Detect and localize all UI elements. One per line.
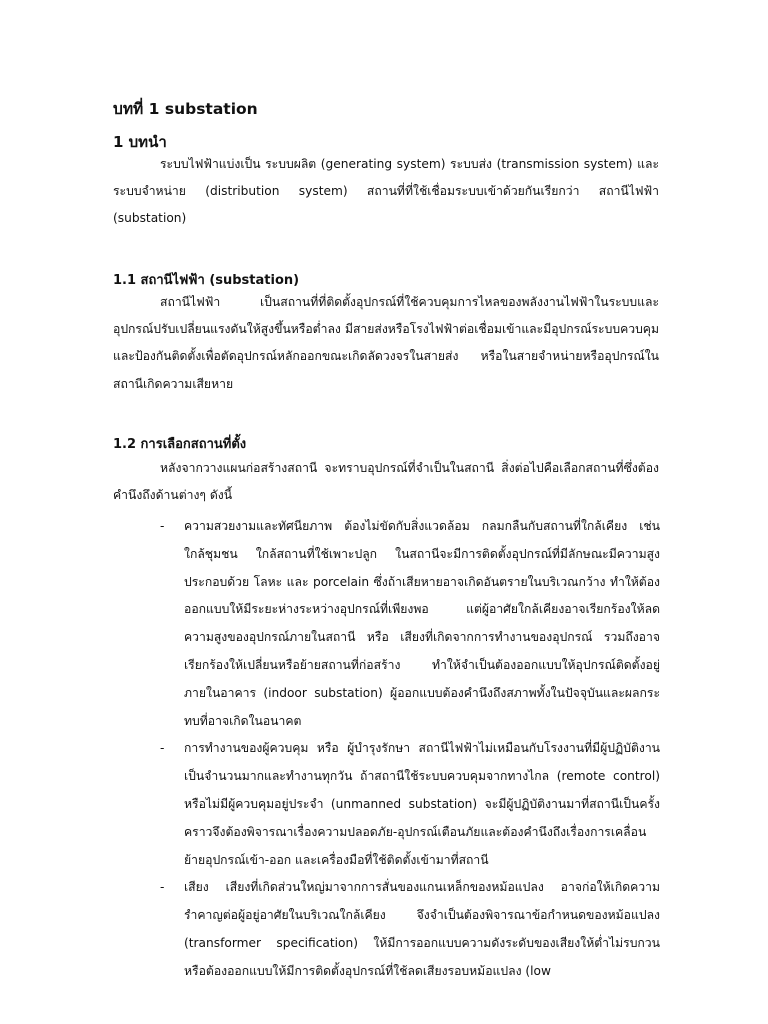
list-item-text: เสียง เสียงที่เกิดส่วนใหญ่มาจากการสั่นของแกนเหล็กของหม้อแปลง อาจก่อให้เกิดความรำคาญต่อผู้อยู่อาศัยในบริเวณใกล้เคียง จึงจำเป็นต้องพิจารณาข้อกำหนดของหม้อแปลง (transformer specification) ให้มีการออกแบบความดังระดับของเสียงให้ต่ำไม่รบกวน หรือต้องออกแบบให้มีการติดตั้งอุปกรณ์ที่ใช้ลดเสียงรอบหม้อแปลง (low xyxy=(184,880,660,978)
intro-paragraph: ระบบไฟฟ้าแบ่งเป็น ระบบผลิต (generating system) ระบบส่ง (transmission system) และ ระบบจำหน่าย (distribution system) สถานที่ที่ใช้เชื่อมระบบเข้าด้วยกันเรียกว่า สถานีไฟฟ้า (substation) xyxy=(113,157,659,226)
bullet-dash: - xyxy=(160,880,165,895)
substation-paragraph: สถานีไฟฟ้า เป็นสถานที่ที่ติดตั้งอุปกรณ์ที่ใช้ควบคุมการไหลของพลังงานไฟฟ้าในระบบและอุปกรณ์ปรับเปลี่ยนแรงดันให้สูงขึ้นหรือต่ำลง มีสายส่งหรือโรงไฟฟ้าต่อเชื่อมเข้าและมีอุปกรณ์ระบบควบคุมและป้องกันติดตั้งเพื่อตัดอุปกรณ์หลักออกขณะเกิดลัดวงจรในสายส่ง หรือในสายจำหน่ายหรืออุปกรณ์ในสถานีเกิดความเสียหาย xyxy=(113,295,659,391)
list-item xyxy=(160,735,660,874)
site-selection-paragraph: หลังจากวางแผนก่อสร้างสถานี จะทราบอุปกรณ์ที่จำเป็นในสถานี สิ่งต่อไปคือเลือกสถานที่ซึ่งต้องคำนึงถึงด้านต่างๆ ดังนี้ xyxy=(113,461,659,503)
list-item-text: การทำงานของผู้ควบคุม หรือ ผู้บำรุงรักษา สถานีไฟฟ้าไม่เหมือนกับโรงงานที่มีผู้ปฏิบัติงานเป็นจำนวนมากและทำงานทุกวัน ถ้าสถานีใช้ระบบควบคุมจากทางไกล (remote control) หรือไม่มีผู้ควบคุมอยู่ประจำ (unmanned substation) จะมีผู้ปฏิบัติงานมาที่สถานีเป็นครั้งคราวจึงต้องพิจารณาเรื่องความปลอดภัย-อุปกรณ์เตือนภัยและต้องคำนึงถึงเรื่องการเคลื่อนย้ายอุปกรณ์เข้า-ออก และเครื่องมือที่ใช้ติดตั้งเข้ามาที่สถานี xyxy=(184,741,660,867)
list-item xyxy=(160,513,660,735)
site-criteria-list xyxy=(160,513,660,986)
list-item-text: ความสวยงามและทัศนียภาพ ต้องไม่ขัดกับสิ่งแวดล้อม กลมกลืนกับสถานที่ใกล้เคียง เช่น ใกล้ชุมชน ใกล้สถานที่ใช้เพาะปลูก ในสถานีจะมีการติดตั้งอุปกรณ์ที่มีลักษณะมีความสูง ประกอบด้วย โลหะ และ porcelain ซึ่งถ้าเสียหายอาจเกิดอันตรายในบริเวณกว้าง ทำให้ต้องออกแบบให้มีระยะห่างระหว่างอุปกรณ์ที่เพียงพอ แต่ผู้อาศัยใกล้เคียงอาจเรียกร้องให้ลด ความสูงของอุปกรณ์ภายในสถานี หรือ เสียงที่เกิดจากการทำงานของอุปกรณ์ รวมถึงอาจเรียกร้องให้เปลี่ยนหรือย้ายสถานที่ก่อสร้าง ทำให้จำเป็นต้องออกแบบให้อุปกรณ์ติดตั้งอยู่ภายในอาคาร (indoor substation) ผู้ออกแบบต้องคำนึงถึงสภาพทั้งในปัจจุบันและผลกระทบที่อาจเกิดในอนาคต xyxy=(184,519,660,728)
bullet-dash: - xyxy=(160,741,165,756)
subsection-title-substation: 1.1 สถานีไฟฟ้า (substation) xyxy=(113,273,300,288)
section-title: 1 บทนำ xyxy=(113,133,167,151)
list-item xyxy=(160,874,660,985)
bullet-dash: - xyxy=(160,519,165,533)
subsection-title-site-selection: 1.2 การเลือกสถานที่ตั้ง xyxy=(113,437,247,452)
chapter-title: บทที่ 1 substation xyxy=(113,100,258,118)
